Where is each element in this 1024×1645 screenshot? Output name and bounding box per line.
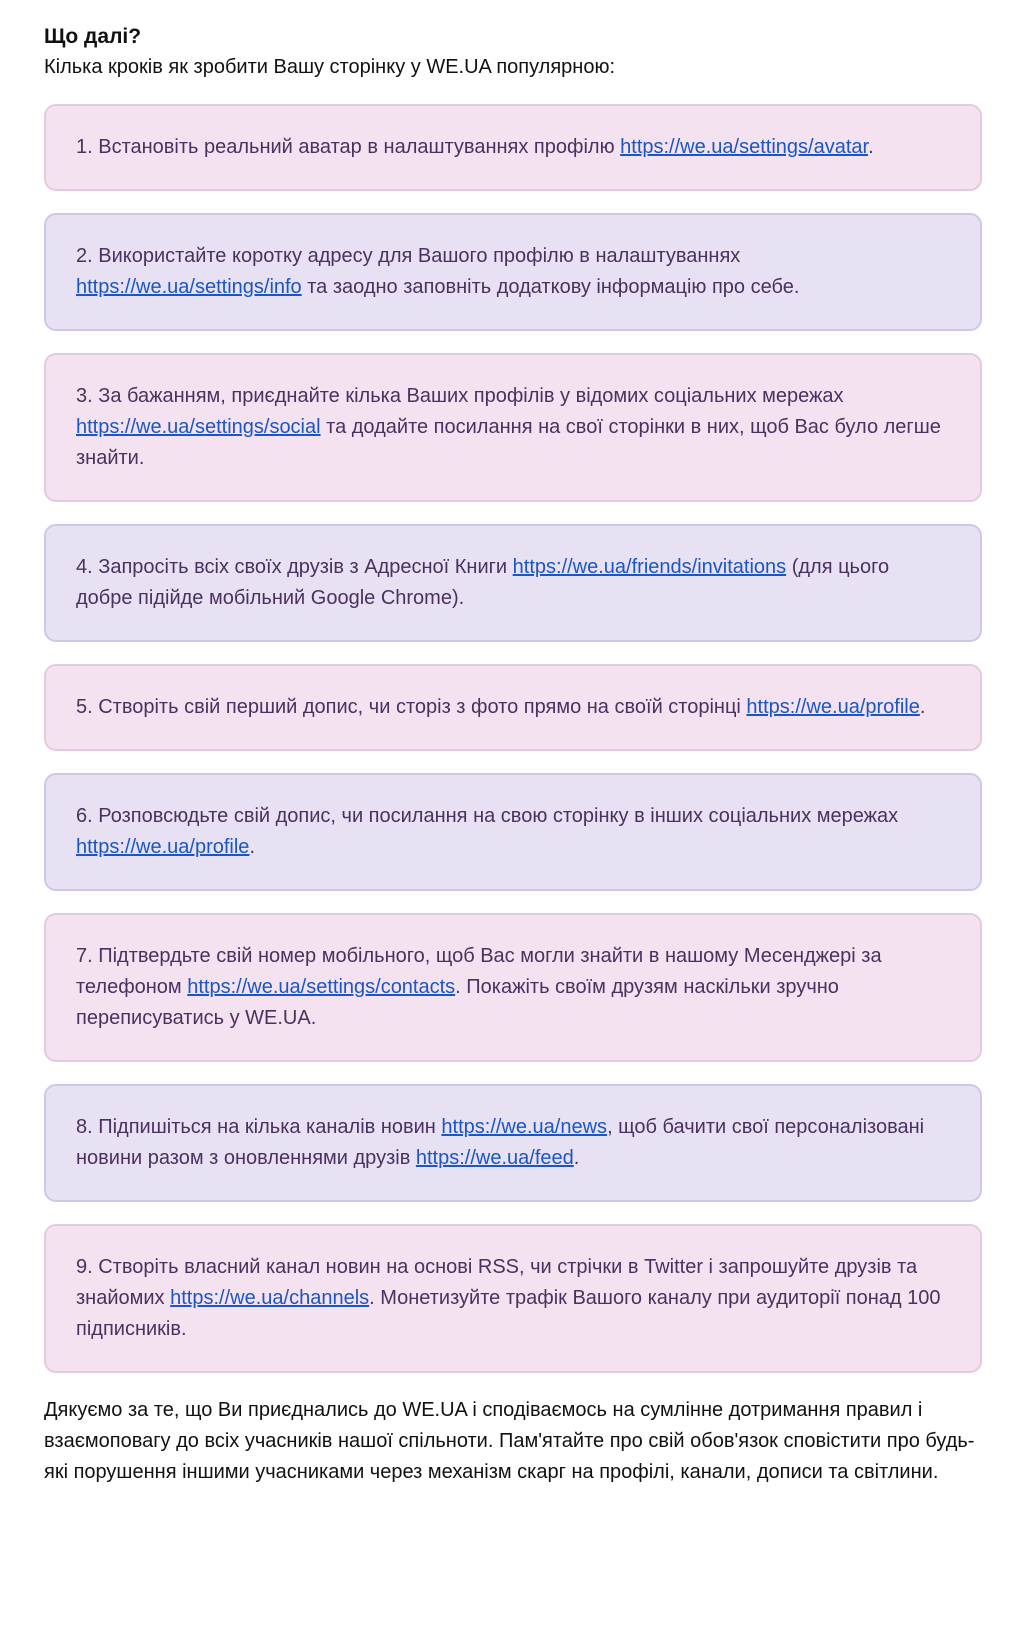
step-link[interactable]: https://we.ua/profile xyxy=(76,836,250,858)
steps-list xyxy=(44,104,982,1395)
step-text: 8. Підпишіться на кілька каналів новин xyxy=(76,1116,442,1138)
step-text: . xyxy=(919,696,926,718)
step-card xyxy=(44,213,982,331)
step-link[interactable]: https://we.ua/settings/info xyxy=(76,276,302,298)
step-link[interactable]: https://we.ua/settings/social xyxy=(76,416,321,438)
step-card xyxy=(44,104,982,191)
step-link[interactable]: https://we.ua/channels xyxy=(170,1287,370,1309)
step-card xyxy=(44,664,982,751)
step-link[interactable]: https://we.ua/news xyxy=(441,1116,608,1138)
step-link[interactable]: https://we.ua/feed xyxy=(415,1147,574,1169)
step-card xyxy=(44,1224,982,1373)
step-text: , щоб бачити свої персоналізовані новини разом з оновленнями друзів xyxy=(76,1116,925,1169)
step-link[interactable]: https://we.ua/settings/contacts xyxy=(187,976,456,998)
intro-text: Кілька кроків як зробити Вашу сторінку у WE.UA популярною: xyxy=(44,56,616,78)
email-body xyxy=(44,22,982,1488)
step-text: . xyxy=(573,1147,580,1169)
section-heading: Що далі? xyxy=(44,25,142,48)
step-text: 5. Створіть свій перший допис, чи сторіз з фото прямо на своїй сторінці xyxy=(76,696,747,718)
step-card xyxy=(44,524,982,642)
step-text: 1. Встановіть реальний аватар в налаштуваннях профілю xyxy=(76,136,621,158)
step-text: (для цього добре підійде мобільний Google Chrome). xyxy=(76,556,890,609)
step-text: 9. Створіть власний канал новин на основі RSS, чи стрічки в Twitter і запрошуйте друзів та знайомих xyxy=(76,1256,918,1309)
step-text: . xyxy=(249,836,255,858)
step-text: . Покажіть своїм друзям наскільки зручно переписуватись у WE.UA. xyxy=(76,976,839,1029)
step-card xyxy=(44,1084,982,1202)
step-link[interactable]: https://we.ua/settings/avatar xyxy=(620,136,869,158)
step-text: та заодно заповніть додаткову інформацію про себе. xyxy=(301,276,800,298)
step-text: . xyxy=(868,136,874,158)
step-text: 6. Розповсюдьте свій допис, чи посилання на свою сторінку в інших соціальних мережах xyxy=(76,805,899,827)
step-card xyxy=(44,773,982,891)
step-link[interactable]: https://we.ua/profile xyxy=(746,696,920,718)
step-text: . Монетизуйте трафік Вашого каналу при аудиторії понад 100 підписників. xyxy=(76,1287,941,1340)
step-text: 4. Запросіть всіх своїх друзів з Адресної Книги xyxy=(76,556,513,578)
step-card xyxy=(44,913,982,1062)
step-card xyxy=(44,353,982,502)
step-text: 3. За бажанням, приєднайте кілька Ваших профілів у відомих соціальних мережах xyxy=(76,385,844,407)
closing-text: Дякуємо за те, що Ви приєднались до WE.UA і сподіваємось на сумлінне дотримання правил і взаємоповагу до всіх учасників нашої спільноти. Пам'ятайте про свій обов'язок сповістити про будь-які порушення іншими учасниками через механізм скарг на профілі, канали, дописи та світлини. xyxy=(44,1399,975,1483)
step-text: 2. Використайте коротку адресу для Вашого профілю в налаштуваннях xyxy=(76,245,741,267)
step-text: 7. Підтвердьте свій номер мобільного, щоб Вас могли знайти в нашому Месенджері за телефоном xyxy=(76,945,882,998)
step-text: та додайте посилання на свої сторінки в них, щоб Вас було легше знайти. xyxy=(76,416,941,469)
step-link[interactable]: https://we.ua/friends/invitations xyxy=(512,556,787,578)
